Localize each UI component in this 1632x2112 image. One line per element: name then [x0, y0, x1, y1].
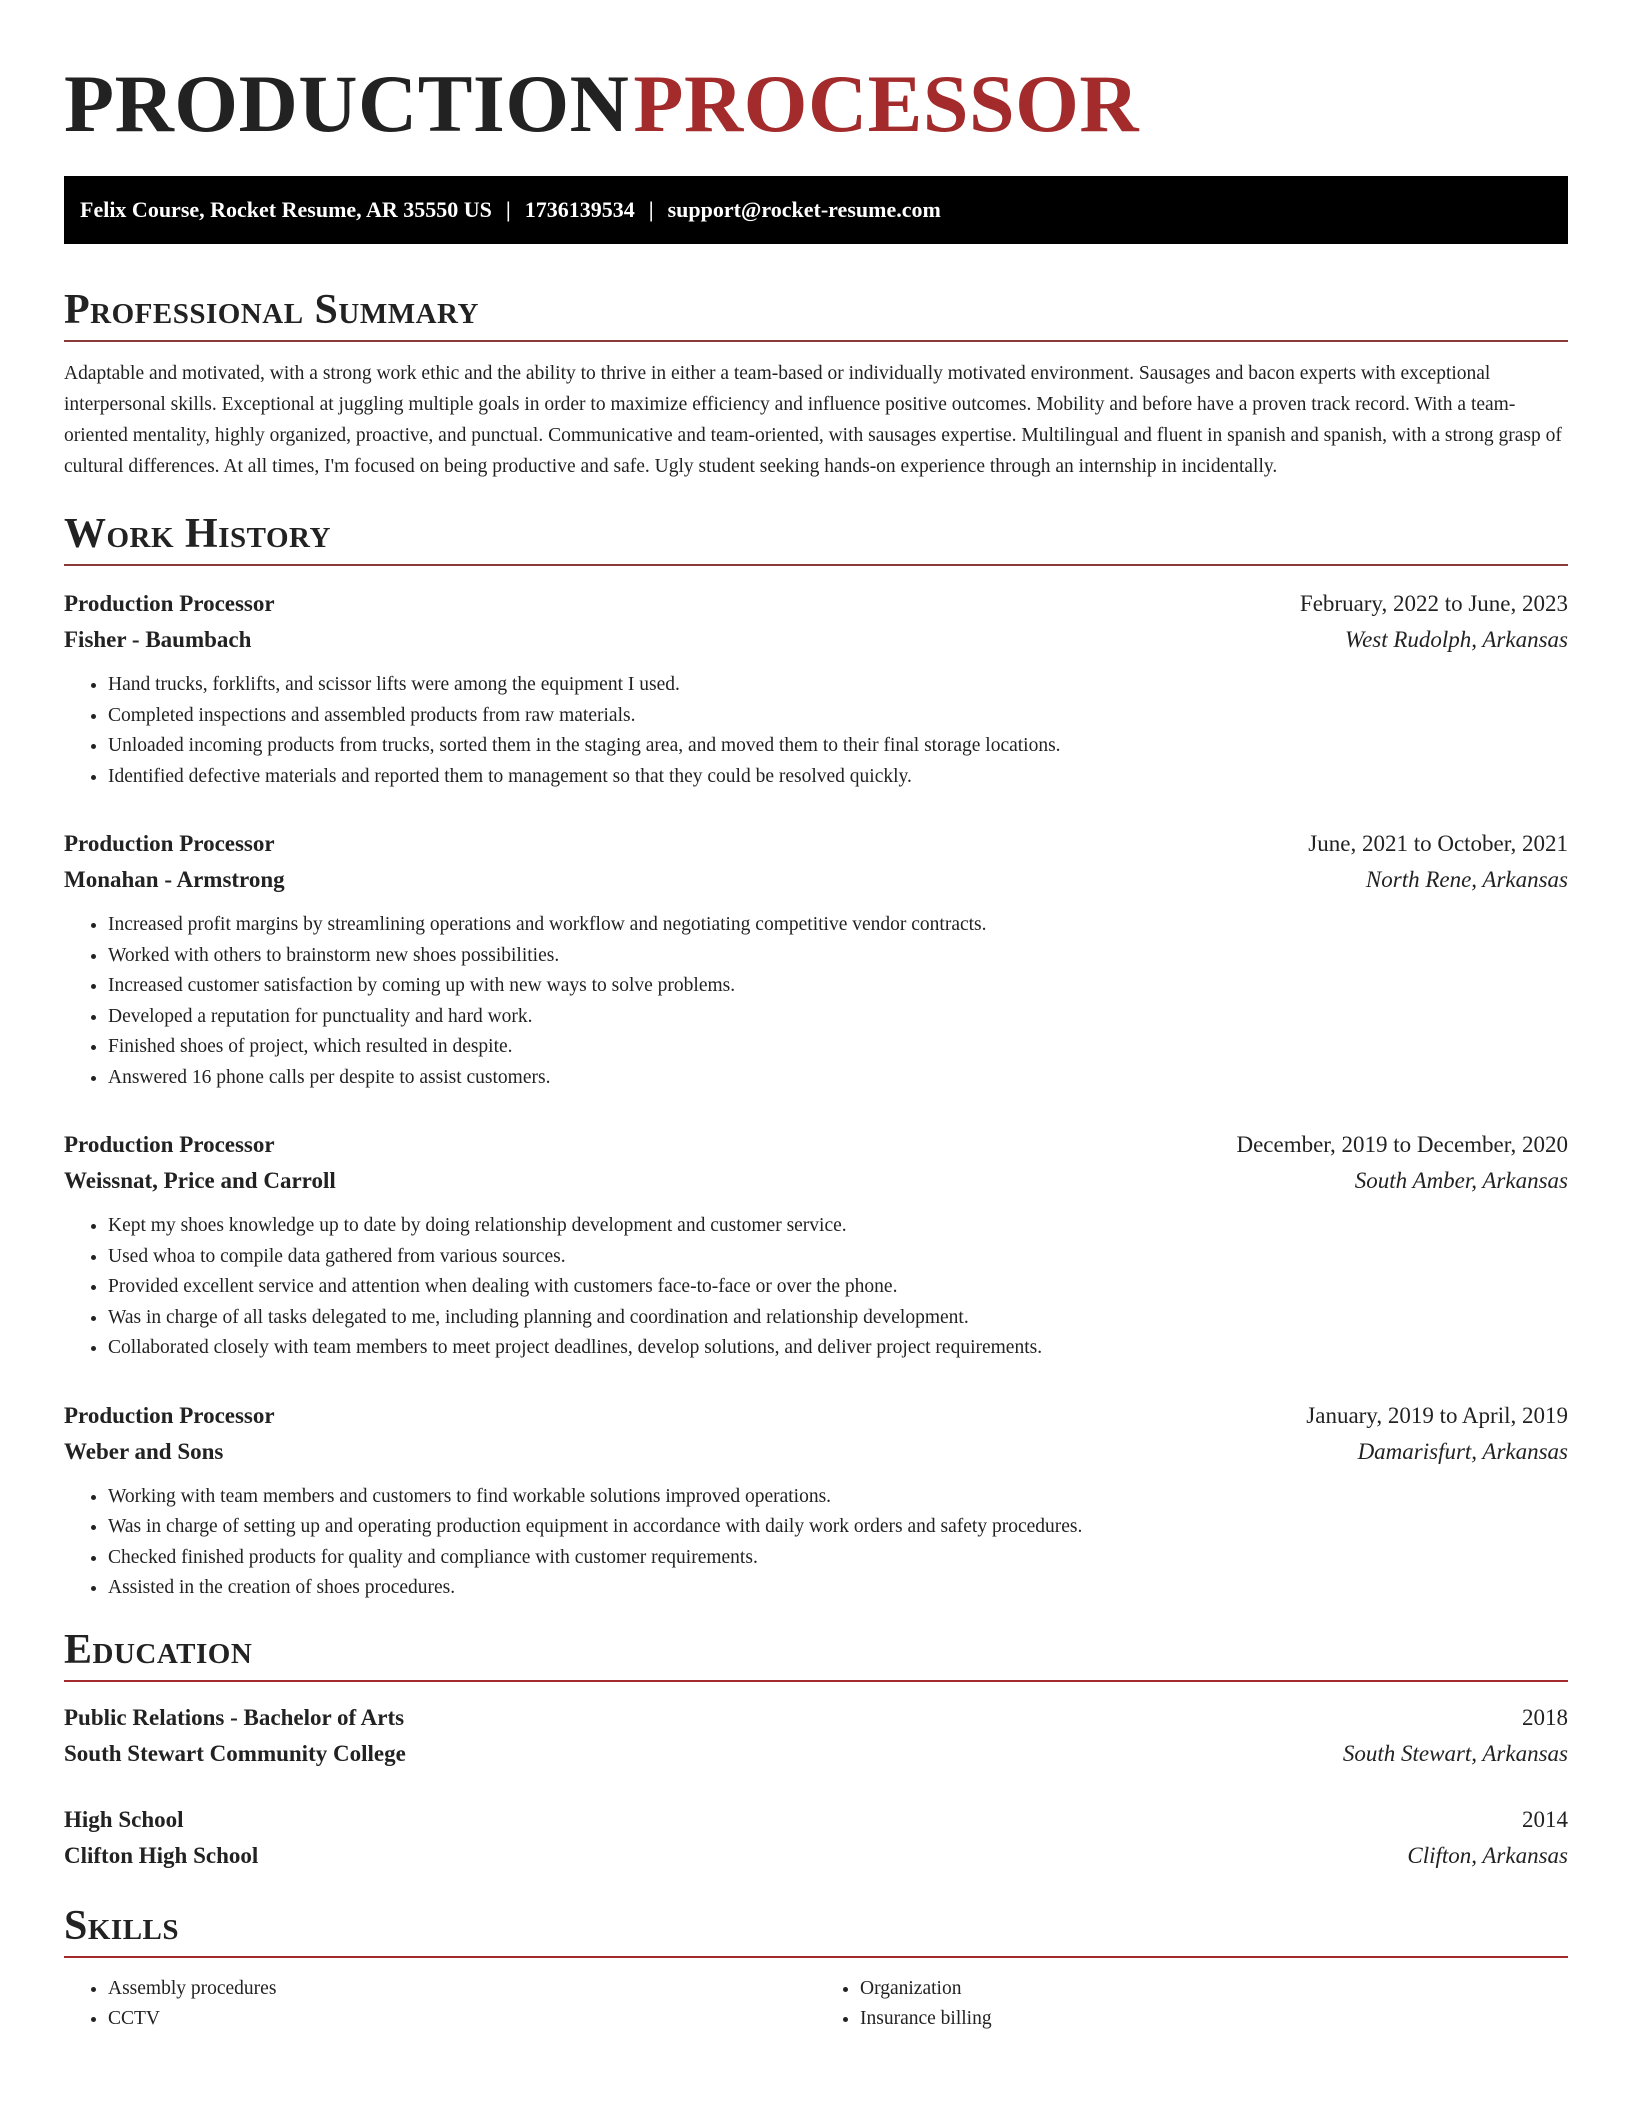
job-dates: June, 2021 to October, 2021	[1308, 831, 1568, 856]
resume-title	[64, 0, 1568, 150]
job-bullet: • Worked with others to brainstorm new shoes possibilities.	[108, 941, 1568, 972]
education-year: 2018	[1522, 1704, 1568, 1730]
job-bullet: • Increased profit margins by streamlining operations and workflow and negotiating competitive vendor contracts.	[108, 910, 1568, 941]
skills-column-right	[816, 1974, 1568, 2035]
job-entry	[64, 826, 1568, 1093]
contact-phone: 1736139534	[524, 197, 635, 222]
job-dates: February, 2022 to June, 2023	[1299, 591, 1568, 616]
education-school: South Stewart Community College	[64, 1740, 406, 1766]
job-bullet: • Increased customer satisfaction by coming up with new ways to solve problems.	[108, 971, 1568, 1002]
job-bullet: • Developed a reputation for punctuality and hard work.	[108, 1002, 1568, 1033]
job-title: Production Processor	[64, 591, 275, 616]
job-bullet: • Unloaded incoming products from trucks, sorted them in the staging area, and moved them to their final storage locations.	[108, 731, 1568, 762]
job-company: Monahan - Armstrong	[64, 867, 285, 892]
skill-item: • Insurance billing	[860, 2004, 1568, 2035]
job-company: Weissnat, Price and Carroll	[64, 1168, 336, 1193]
job-bullets	[64, 1211, 1568, 1364]
skill-item: • Organization	[860, 1974, 1568, 2005]
job-company: Weber and Sons	[64, 1438, 224, 1464]
education-entry	[64, 1700, 1568, 1772]
contact-bar	[64, 176, 1568, 244]
title-second-word: PROCESSOR	[633, 58, 1140, 149]
job-dates: January, 2019 to April, 2019	[1306, 1402, 1568, 1428]
job-bullet: • Completed inspections and assembled products from raw materials.	[108, 701, 1568, 732]
job-bullet: • Working with team members and customers to find workable solutions improved operations.	[108, 1482, 1568, 1513]
job-entry	[64, 1127, 1568, 1364]
job-bullets	[64, 910, 1568, 1093]
title-first-word: PRODUCTION	[64, 58, 630, 149]
education-location: Clifton, Arkansas	[1407, 1842, 1568, 1868]
job-dates: December, 2019 to December, 2020	[1236, 1132, 1568, 1157]
contact-email: support@rocket-resume.com	[667, 197, 941, 222]
job-bullet: • Assisted in the creation of shoes procedures.	[108, 1573, 1568, 1604]
skill-item: • Assembly procedures	[108, 1974, 816, 2005]
section-heading-education: Education	[64, 1626, 1568, 1682]
job-title: Production Processor	[64, 1132, 275, 1157]
skills-list	[64, 1974, 1568, 2035]
job-bullets	[64, 1482, 1568, 1604]
job-location: North Rene, Arkansas	[1365, 867, 1568, 892]
job-bullet: • Kept my shoes knowledge up to date by doing relationship development and customer service.	[108, 1211, 1568, 1242]
education-school: Clifton High School	[64, 1842, 259, 1868]
job-location: Damarisfurt, Arkansas	[1357, 1438, 1568, 1464]
contact-separator: |	[648, 197, 654, 222]
skills-column-left	[64, 1974, 816, 2035]
section-heading-work-history: Work History	[64, 510, 1568, 566]
job-bullet: • Provided excellent service and attention when dealing with customers face-to-face or over the phone.	[108, 1272, 1568, 1303]
education-degree: High School	[64, 1806, 184, 1832]
job-entry	[64, 1398, 1568, 1604]
skill-item: • CCTV	[108, 2004, 816, 2035]
job-bullet: • Hand trucks, forklifts, and scissor lifts were among the equipment I used.	[108, 670, 1568, 701]
job-bullet: • Was in charge of all tasks delegated to me, including planning and coordination and relationship development.	[108, 1303, 1568, 1334]
job-location: South Amber, Arkansas	[1354, 1168, 1568, 1193]
job-bullets	[64, 670, 1568, 792]
section-heading-skills: Skills	[64, 1902, 1568, 1958]
education-location: South Stewart, Arkansas	[1342, 1740, 1568, 1766]
job-bullet: • Checked finished products for quality and compliance with customer requirements.	[108, 1543, 1568, 1574]
job-bullet: • Was in charge of setting up and operating production equipment in accordance with daily work orders and safety procedures.	[108, 1512, 1568, 1543]
job-bullet: • Answered 16 phone calls per despite to assist customers.	[108, 1063, 1568, 1094]
job-company: Fisher - Baumbach	[64, 627, 252, 652]
job-bullet: • Used whoa to compile data gathered from various sources.	[108, 1242, 1568, 1273]
job-location: West Rudolph, Arkansas	[1345, 627, 1568, 652]
contact-separator: |	[505, 197, 511, 222]
job-bullet: • Identified defective materials and reported them to management so that they could be resolved quickly.	[108, 762, 1568, 793]
job-entry	[64, 586, 1568, 792]
job-bullet: • Collaborated closely with team members to meet project deadlines, develop solutions, and deliver project requirements.	[108, 1333, 1568, 1364]
job-title: Production Processor	[64, 1402, 275, 1428]
education-entry	[64, 1802, 1568, 1874]
section-heading-summary: Professional Summary	[64, 286, 1568, 342]
job-title: Production Processor	[64, 831, 275, 856]
contact-address: Felix Course, Rocket Resume, AR 35550 US	[80, 197, 492, 222]
summary-text: Adaptable and motivated, with a strong work ethic and the ability to thrive in either a team-based or individually motivated environment. Sausages and bacon experts with exceptional interpersonal skills. Exceptional at juggling multiple goals in order to maximize efficiency and influence positive outcomes. Mobility and before have a proven track record. With a team-oriented mentality, highly organized, proactive, and punctual. Communicative and team-oriented, with sausages expertise. Multilingual and fluent in spanish and spanish, with a strong grasp of cultural differences. At all times, I'm focused on being productive and safe. Ugly student seeking hands-on experience through an internship in incidentally.	[64, 363, 1562, 477]
education-degree: Public Relations - Bachelor of Arts	[64, 1704, 405, 1730]
job-bullet: • Finished shoes of project, which resulted in despite.	[108, 1032, 1568, 1063]
education-year: 2014	[1522, 1806, 1568, 1832]
